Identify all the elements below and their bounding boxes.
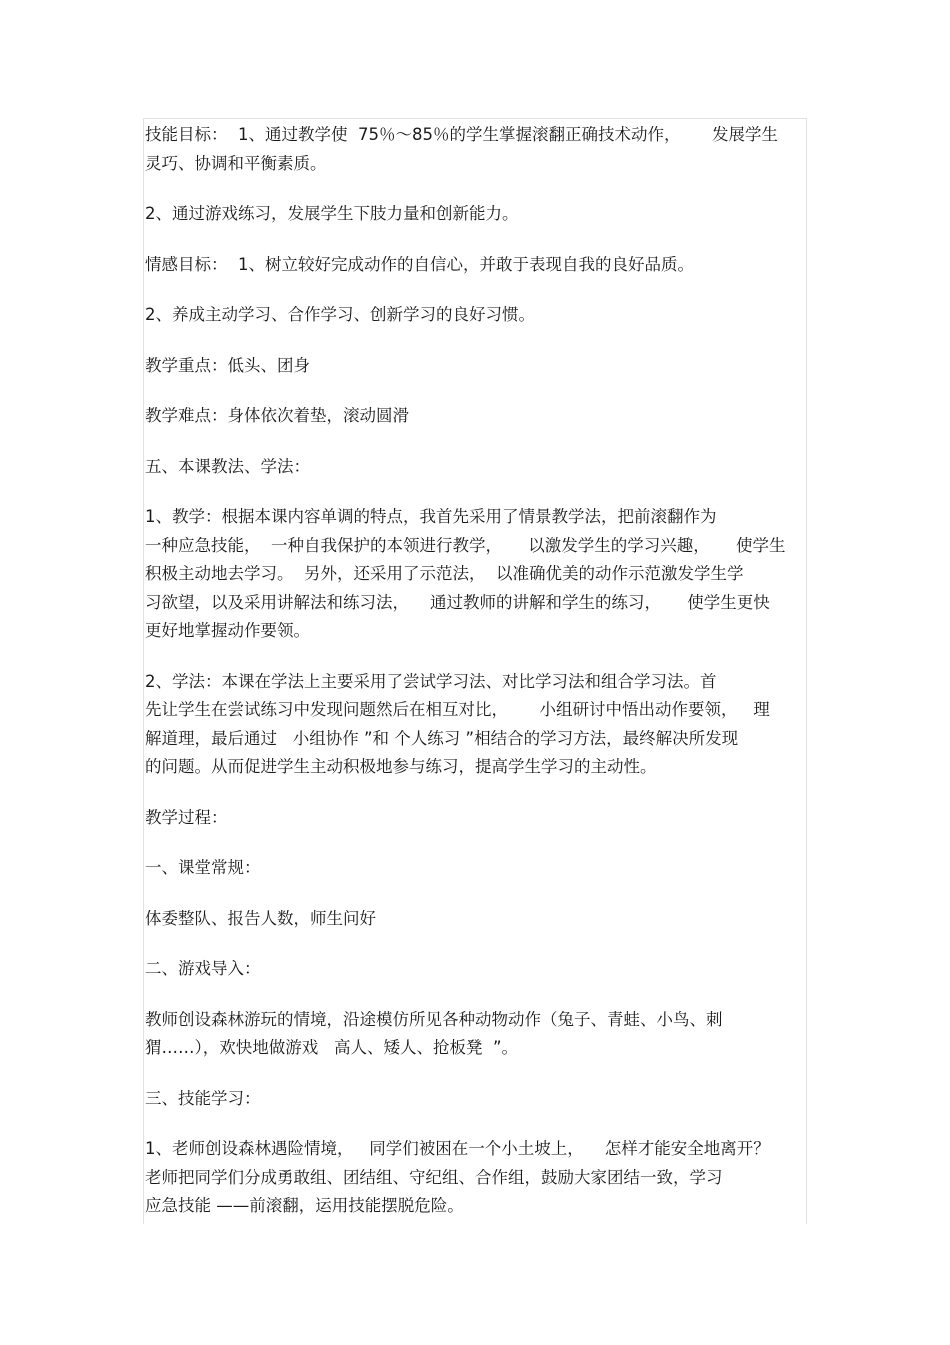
text-line: 体委整队、报告人数，师生问好	[145, 908, 376, 928]
paragraph-emotion-goal-2	[145, 301, 807, 330]
section-heading-routine	[145, 854, 807, 883]
text-line: 1、教学：根据本课内容单调的特点，我首先采用了情景教学法，把前滚翻作为	[145, 507, 717, 526]
text-line: 2、养成主动学习、合作学习、创新学习的良好习惯。	[145, 305, 535, 324]
paragraph-skill-goal-2	[145, 200, 807, 229]
paragraph-learning-method	[145, 668, 807, 782]
document-body	[145, 121, 807, 1243]
text-line: 灵巧、协调和平衡素质。	[145, 153, 327, 173]
paragraph-skill-learning	[145, 1135, 807, 1221]
paragraph-key-points	[145, 352, 807, 381]
text-line: 五、本课教法、学法：	[145, 456, 310, 476]
section-heading-process	[145, 804, 807, 833]
text-line: 一、课堂常规：	[145, 858, 261, 877]
text-line: 猬……），欢快地做游戏 高人、矮人、抢板凳 ”。	[145, 1038, 519, 1057]
section-heading-game	[145, 955, 807, 984]
text-line: 解道理，最后通过 小组协作 ”和 个人练习 ”相结合的学习方法，最终解决所发现	[145, 728, 739, 748]
text-line: 教师创设森林游玩的情境，沿途模仿所见各种动物动作（兔子、青蛙、小鸟、刺	[145, 1009, 723, 1029]
paragraph-routine	[145, 905, 807, 934]
paragraph-difficulties	[145, 402, 807, 431]
text-line: 技能目标： 1、通过教学使 75％～85％的学生掌握滚翻正确技术动作， 发展学生	[145, 125, 778, 144]
text-line: 先让学生在尝试练习中发现问题然后在相互对比， 小组研讨中悟出动作要领， 理	[145, 700, 770, 719]
text-line: 教学难点：身体依次着垫，滚动圆滑	[145, 406, 409, 425]
text-line: 2、通过游戏练习，发展学生下肢力量和创新能力。	[145, 204, 519, 223]
text-line: 更好地掌握动作要领。	[145, 621, 310, 640]
section-heading-methods	[145, 453, 807, 482]
text-line: 一种应急技能， 一种自我保护的本领进行教学， 以激发学生的学习兴趣， 使学生	[145, 535, 786, 555]
section-heading-skill-learning	[145, 1085, 807, 1114]
text-line: 积极主动地去学习。 另外，还采用了示范法， 以准确优美的动作示范激发学生学	[145, 564, 744, 583]
text-line: 应急技能 ——前滚翻，运用技能摆脱危险。	[145, 1196, 464, 1215]
text-line: 二、游戏导入：	[145, 959, 261, 978]
text-line: 教学重点：低头、团身	[145, 355, 310, 375]
paragraph-game	[145, 1006, 807, 1063]
paragraph-skill-goal	[145, 121, 807, 178]
text-line: 2、学法：本课在学法上主要采用了尝试学习法、对比学习法和组合学习法。首	[145, 671, 717, 691]
text-line: 习欲望，以及采用讲解法和练习法， 通过教师的讲解和学生的练习， 使学生更快	[145, 592, 770, 612]
paragraph-emotion-goal	[145, 251, 807, 280]
text-line: 三、技能学习：	[145, 1088, 261, 1108]
text-line: 的问题。从而促进学生主动积极地参与练习，提高学生学习的主动性。	[145, 757, 657, 776]
text-line: 情感目标： 1、树立较好完成动作的自信心，并敢于表现自我的良好品质。	[145, 254, 694, 274]
text-line: 老师把同学们分成勇敢组、团结组、守纪组、合作组，鼓励大家团结一致，学习	[145, 1167, 723, 1187]
page-border-left	[143, 118, 144, 1224]
paragraph-teaching-method	[145, 503, 807, 646]
text-line: 教学过程：	[145, 807, 228, 827]
page-border-top	[143, 118, 807, 119]
text-line: 1、老师创设森林遇险情境， 同学们被困在一个小土坡上， 怎样才能安全地离开？	[145, 1139, 770, 1158]
